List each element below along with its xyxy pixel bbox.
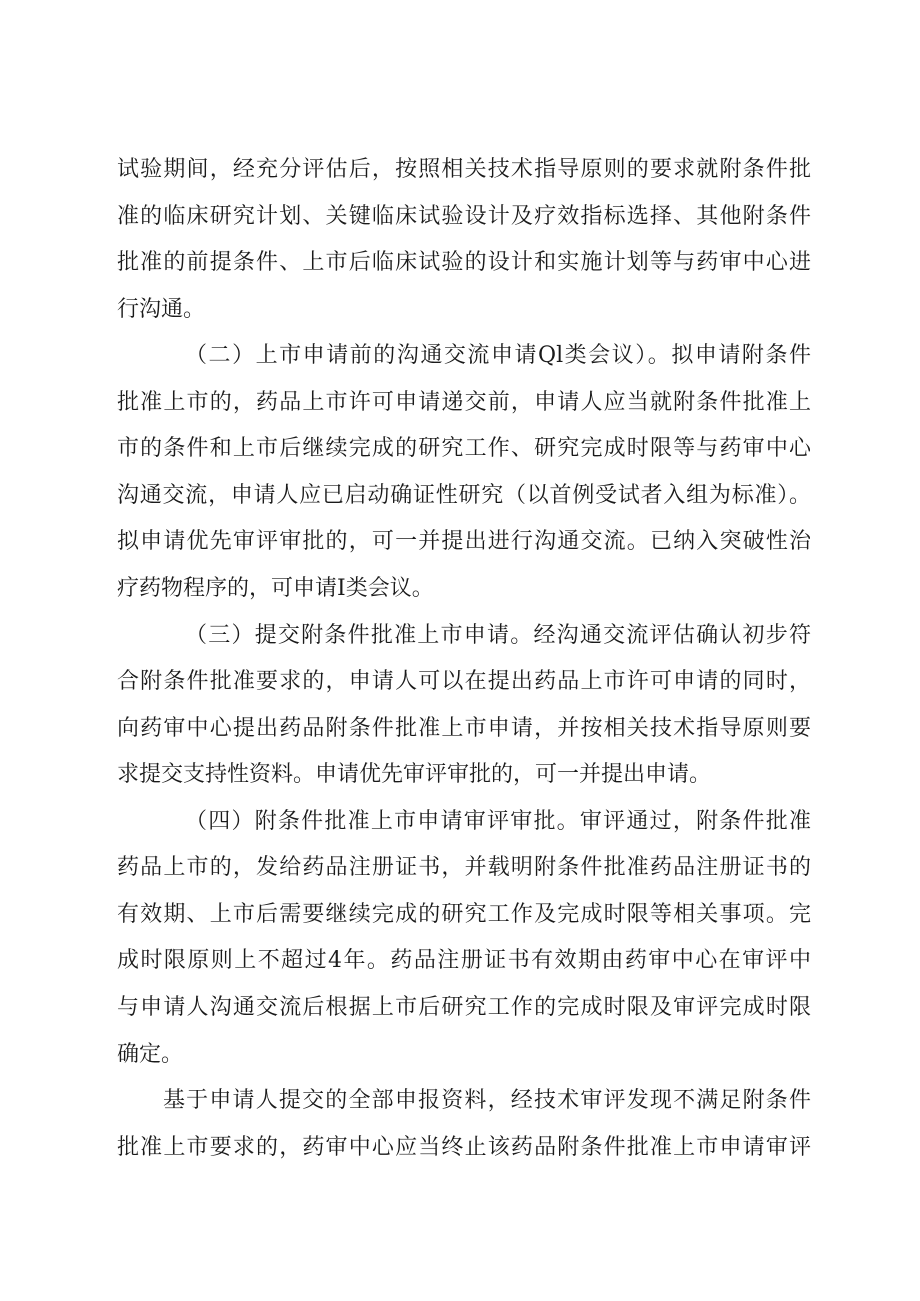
text-line: 成时限原则上不超过4年。药品注册证书有效期由药审中心在审评中	[117, 948, 811, 973]
text-line: 批准的前提条件、上市后临床试验的设计和实施计划等与药审中心进	[117, 250, 811, 275]
text-line: 有效期、上市后需要继续完成的研究工作及完成时限等相关事项。完	[117, 902, 811, 927]
text-line: 药品上市的，发给药品注册证书，并载明附条件批准药品注册证书的	[117, 855, 811, 880]
text-line: 市的条件和上市后继续完成的研究工作、研究完成时限等与药审中心	[117, 436, 811, 461]
paragraph-heading-line: （四）附条件批准上市申请审评审批。审评通过，附条件批准	[185, 809, 811, 834]
text-line: 确定。	[117, 1042, 184, 1067]
text-line: 沟通交流，申请人应已启动确证性研究（以首例受试者入组为标准）。	[117, 483, 811, 508]
text-line: 批准上市要求的，药审中心应当终止该药品附条件批准上市申请审评	[117, 1135, 811, 1160]
text-line: 试验期间，经充分评估后，按照相关技术指导原则的要求就附条件批	[117, 157, 811, 182]
paragraph-first-line: 基于申请人提交的全部申报资料，经技术审评发现不满足附条件	[163, 1088, 811, 1113]
text-line: 疗药物程序的，可申请I类会议。	[117, 576, 434, 601]
text-line: 向药审中心提出药品附条件批准上市申请，并按相关技术指导原则要	[117, 716, 811, 741]
text-line: 批准上市的，药品上市许可申请递交前，申请人应当就附条件批准上	[117, 390, 811, 415]
text-line: 求提交支持性资料。申请优先审评审批的，可一并提出申请。	[117, 762, 712, 787]
text-line: 合附条件批准要求的，申请人可以在提出药品上市许可申请的同时，	[117, 669, 811, 694]
text-line: 拟申请优先审评审批的，可一并提出进行沟通交流。已纳入突破性治	[117, 529, 811, 554]
paragraph-heading-line: （三）提交附条件批准上市申请。经沟通交流评估确认初步符	[185, 623, 811, 648]
text-line: 准的临床研究计划、关键临床试验设计及疗效指标选择、其他附条件	[117, 204, 811, 229]
paragraph-heading-line: （二）上市申请前的沟通交流申请Ql类会议）。拟申请附条件	[185, 343, 811, 368]
text-line: 与申请人沟通交流后根据上市后研究工作的完成时限及审评完成时限	[117, 995, 811, 1020]
text-line: 行沟通。	[117, 297, 206, 322]
